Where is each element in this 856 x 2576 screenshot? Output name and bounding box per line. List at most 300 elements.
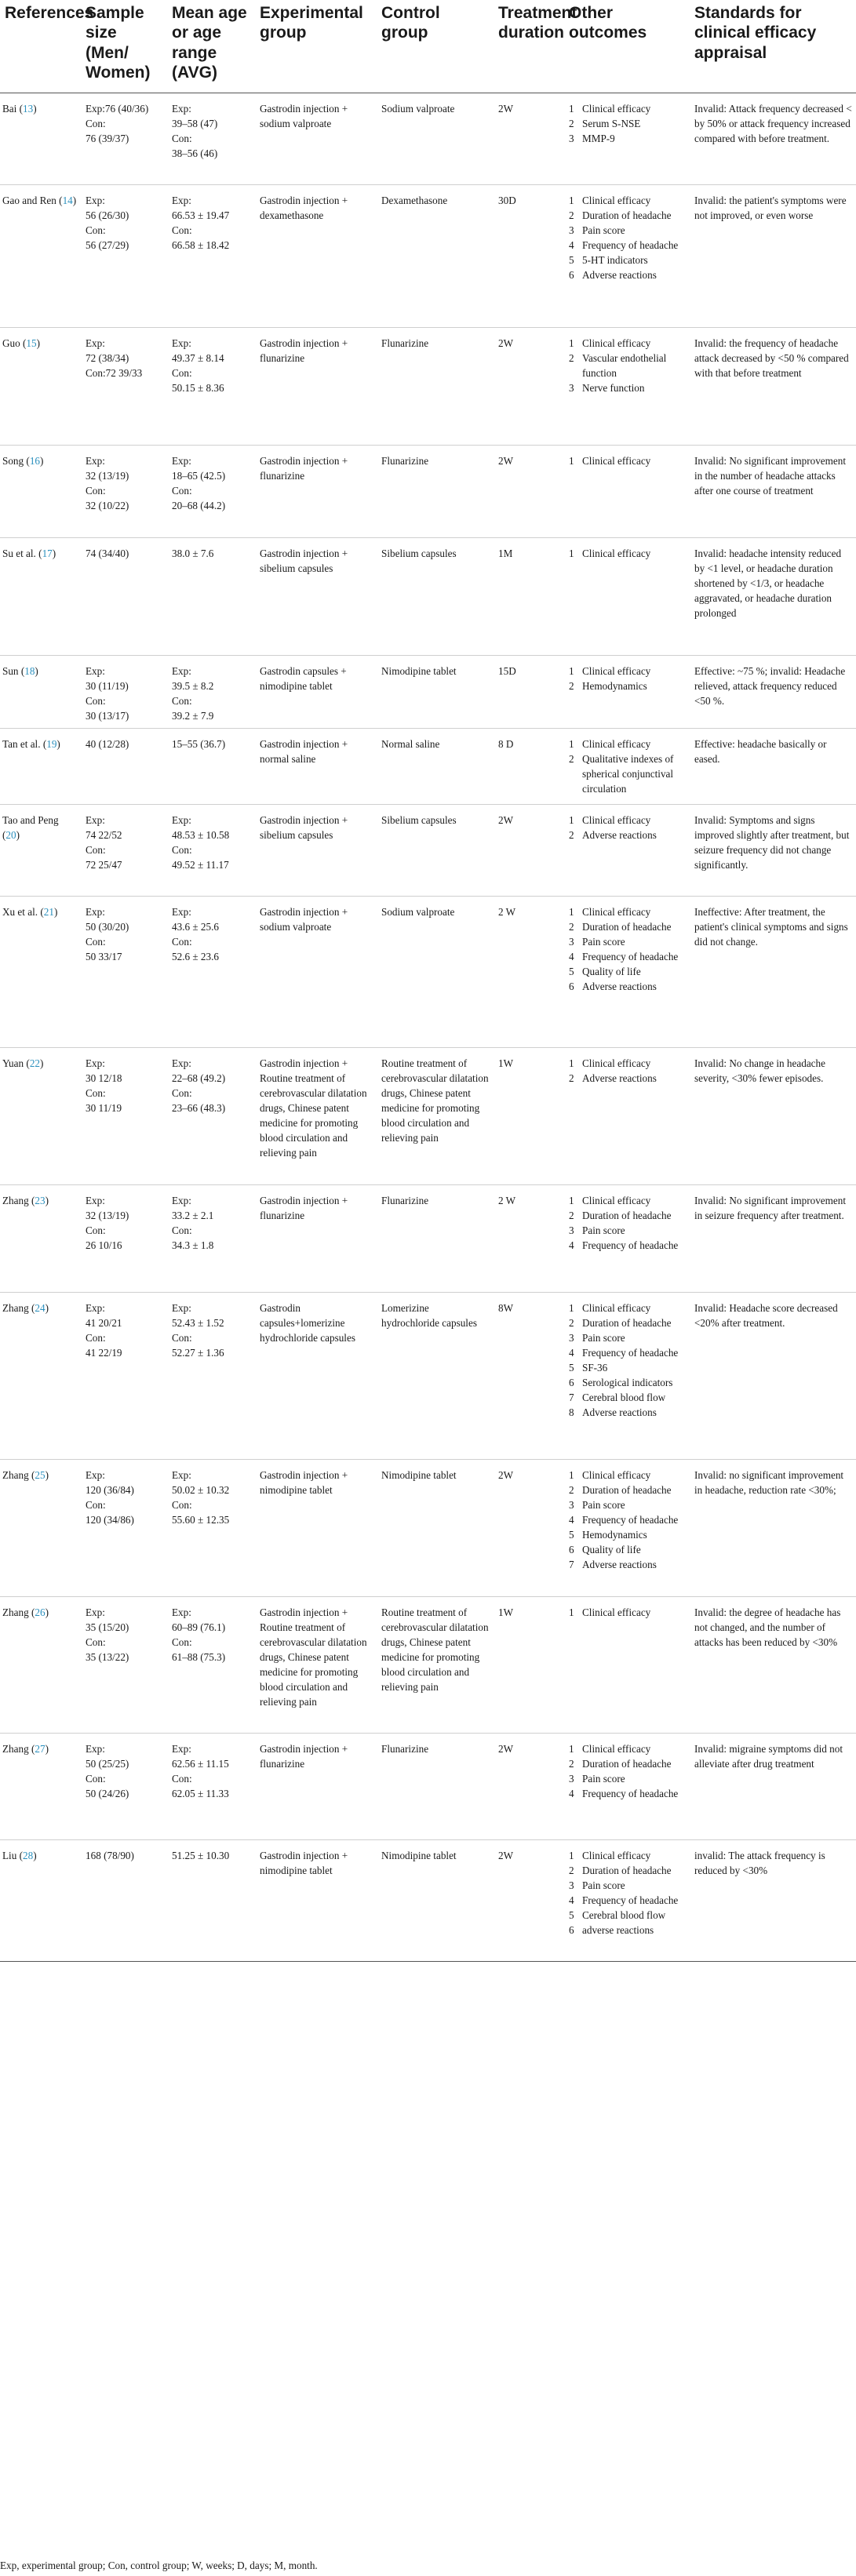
age-line: Con: xyxy=(172,843,192,856)
treatment-duration-cell: 2W xyxy=(494,804,564,896)
sample-size-line: Con: xyxy=(86,843,106,856)
other-outcomes-cell xyxy=(564,655,690,728)
sample-size-line: Con: xyxy=(86,1224,106,1236)
other-outcomes-cell xyxy=(564,1292,690,1459)
sample-size-line: Exp: xyxy=(86,1301,105,1314)
reference-link[interactable]: 28 xyxy=(23,1849,34,1861)
treatment-duration-cell: 1W xyxy=(494,1596,564,1733)
outcome-item: Nerve function xyxy=(582,381,645,394)
control-group-cell: Flunarizine xyxy=(377,1733,494,1839)
control-group-cell: Routine treatment of cerebrovascular dilatation drugs, Chinese patent medicine for promoting blood circulation and relieving pain xyxy=(377,1047,494,1184)
experimental-group-cell: Gastrodin injection + dexamethasone xyxy=(255,184,377,327)
mean-age-cell xyxy=(167,728,255,804)
reference-cell: Song (16) xyxy=(0,445,81,537)
sample-size-cell xyxy=(81,184,167,327)
age-line: Exp: xyxy=(172,1194,191,1206)
control-group-cell: Flunarizine xyxy=(377,445,494,537)
sample-size-line: 30 (13/17) xyxy=(86,709,129,722)
outcomes-list xyxy=(569,664,686,693)
age-line: Con: xyxy=(172,132,192,144)
age-line: 49.52 ± 11.17 xyxy=(172,858,229,871)
mean-age-cell xyxy=(167,184,255,327)
outcomes-list xyxy=(569,336,686,395)
outcomes-list xyxy=(569,1848,686,1937)
efficacy-standard-cell: Invalid: Attack frequency decreased < by 50% or attack frequency increased compared with before treatment. xyxy=(690,93,856,184)
reference-cell: Zhang (25) xyxy=(0,1459,81,1596)
outcome-item: Duration of headache xyxy=(582,1209,672,1221)
control-group-cell: Sodium valproate xyxy=(377,93,494,184)
reference-author: Su et al. xyxy=(2,547,36,559)
treatment-duration-cell: 2W xyxy=(494,1459,564,1596)
age-line: 38–56 (46) xyxy=(172,147,218,159)
sample-size-line: Exp: xyxy=(86,1606,105,1618)
outcome-item: Clinical efficacy xyxy=(582,664,651,677)
reference-author: Bai xyxy=(2,102,17,115)
reference-author: Yuan xyxy=(2,1057,24,1069)
sample-size-line: Exp: xyxy=(86,664,105,677)
outcome-item: Serological indicators xyxy=(582,1376,673,1388)
treatment-duration-cell: 1M xyxy=(494,537,564,655)
table-row xyxy=(0,1047,856,1184)
table-row xyxy=(0,655,856,728)
outcome-item: Pain score xyxy=(582,1772,625,1785)
sample-size-line: Exp: xyxy=(86,905,105,918)
efficacy-standard-cell: Invalid: no significant improvement in headache, reduction rate <30%; xyxy=(690,1459,856,1596)
outcome-item: Clinical efficacy xyxy=(582,1849,651,1861)
other-outcomes-cell xyxy=(564,728,690,804)
control-group-cell: Sodium valproate xyxy=(377,896,494,1047)
table-row xyxy=(0,445,856,537)
outcome-item: Vascular endothelial function xyxy=(582,351,667,379)
other-outcomes-cell xyxy=(564,1047,690,1184)
outcome-item: Pain score xyxy=(582,1224,625,1236)
age-line: 15–55 (36.7) xyxy=(172,737,226,750)
treatment-duration-cell: 2W xyxy=(494,445,564,537)
age-line: 50.02 ± 10.32 xyxy=(172,1483,230,1496)
reference-link[interactable]: 19 xyxy=(46,737,57,750)
outcome-item: Frequency of headache xyxy=(582,1239,679,1251)
age-line: 39.5 ± 8.2 xyxy=(172,679,214,692)
sample-size-cell xyxy=(81,1459,167,1596)
age-line: Con: xyxy=(172,484,192,497)
mean-age-cell xyxy=(167,1839,255,1961)
outcome-item: Quality of life xyxy=(582,1543,641,1555)
other-outcomes-cell xyxy=(564,537,690,655)
sample-size-line: Con: xyxy=(86,1086,106,1099)
treatment-duration-cell: 2 W xyxy=(494,1184,564,1292)
table-row xyxy=(0,1459,856,1596)
age-line: Con: xyxy=(172,1331,192,1344)
table-header xyxy=(0,0,856,93)
age-line: Exp: xyxy=(172,1057,191,1069)
sample-size-cell xyxy=(81,445,167,537)
reference-cell: Tao and Peng (20) xyxy=(0,804,81,896)
age-line: Exp: xyxy=(172,102,191,115)
age-line: 52.6 ± 23.6 xyxy=(172,950,219,962)
other-outcomes-cell xyxy=(564,804,690,896)
table-row xyxy=(0,804,856,896)
mean-age-cell xyxy=(167,445,255,537)
sample-size-line: Exp: xyxy=(86,1742,105,1755)
mean-age-cell xyxy=(167,804,255,896)
sample-size-line: Con: xyxy=(86,694,106,707)
sample-size-line: 168 (78/90) xyxy=(86,1849,134,1861)
sample-size-cell xyxy=(81,93,167,184)
other-outcomes-cell xyxy=(564,1459,690,1596)
outcome-item: Duration of headache xyxy=(582,1864,672,1876)
efficacy-standard-cell: Invalid: Headache score decreased <20% after treatment. xyxy=(690,1292,856,1459)
outcome-item: 5-HT indicators xyxy=(582,253,648,266)
experimental-group-cell: Gastrodin injection + Routine treatment of cerebrovascular dilatation drugs, Chinese patent medicine for promoting blood circulation and relieving pain xyxy=(255,1596,377,1733)
sample-size-line: Con: xyxy=(86,1635,106,1648)
experimental-group-cell: Gastrodin capsules+lomerizine hydrochloride capsules xyxy=(255,1292,377,1459)
control-group-cell: Normal saline xyxy=(377,728,494,804)
age-line: Exp: xyxy=(172,905,191,918)
sample-size-line: 74 22/52 xyxy=(86,828,122,841)
age-line: Con: xyxy=(172,935,192,948)
reference-cell: Guo (15) xyxy=(0,327,81,445)
reference-cell: Zhang (27) xyxy=(0,1733,81,1839)
outcome-item: Clinical efficacy xyxy=(582,1606,651,1618)
mean-age-cell xyxy=(167,1292,255,1459)
treatment-duration-cell: 1W xyxy=(494,1047,564,1184)
reference-link[interactable]: 16 xyxy=(29,454,41,467)
reference-link[interactable]: 13 xyxy=(23,102,34,115)
efficacy-standard-cell: Effective: ~75 %; invalid: Headache relieved, attack frequency reduced <50 %. xyxy=(690,655,856,728)
sample-size-line: Con: xyxy=(86,117,106,129)
outcome-item: Duration of headache xyxy=(582,1483,672,1496)
reference-link[interactable]: 21 xyxy=(43,905,54,918)
sample-size-line: Exp:76 (40/36) xyxy=(86,102,149,115)
outcome-item: Clinical efficacy xyxy=(582,1194,651,1206)
age-line: Exp: xyxy=(172,1606,191,1618)
header-experimental-group: Experimental group xyxy=(255,0,377,93)
age-line: Exp: xyxy=(172,1468,191,1481)
table-row xyxy=(0,896,856,1047)
efficacy-standard-cell: Invalid: headache intensity reduced by <1 level, or headache duration shortened by <1/3, or headache aggravated, or headache duration prolonged xyxy=(690,537,856,655)
control-group-cell: Nimodipine tablet xyxy=(377,1459,494,1596)
sample-size-line: 32 (10/22) xyxy=(86,499,129,511)
reference-cell: Sun (18) xyxy=(0,655,81,728)
reference-link[interactable]: 22 xyxy=(29,1057,40,1069)
outcome-item: Quality of life xyxy=(582,965,641,977)
outcome-item: Frequency of headache xyxy=(582,1513,679,1526)
efficacy-standard-cell: Invalid: No significant improvement in seizure frequency after treatment. xyxy=(690,1184,856,1292)
outcome-item: Cerebral blood flow xyxy=(582,1391,666,1403)
sample-size-line: 56 (26/30) xyxy=(86,209,129,221)
reference-cell: Zhang (23) xyxy=(0,1184,81,1292)
experimental-group-cell: Gastrodin injection + flunarizine xyxy=(255,327,377,445)
mean-age-cell xyxy=(167,1047,255,1184)
sample-size-line: Con: xyxy=(86,1331,106,1344)
outcome-item: Adverse reactions xyxy=(582,980,657,992)
outcome-item: Clinical efficacy xyxy=(582,547,651,559)
reference-cell: Zhang (26) xyxy=(0,1596,81,1733)
sample-size-line: 50 33/17 xyxy=(86,950,122,962)
reference-cell: Xu et al. (21) xyxy=(0,896,81,1047)
efficacy-standard-cell: Invalid: the frequency of headache attack decreased by <50 % compared with that before treatment xyxy=(690,327,856,445)
sample-size-line: Exp: xyxy=(86,813,105,826)
outcomes-list xyxy=(569,193,686,282)
sample-size-cell xyxy=(81,1839,167,1961)
reference-link[interactable]: 25 xyxy=(35,1468,46,1481)
sample-size-cell xyxy=(81,728,167,804)
age-line: 49.37 ± 8.14 xyxy=(172,351,224,364)
header-row xyxy=(0,0,856,93)
age-line: 23–66 (48.3) xyxy=(172,1101,226,1114)
reference-author: Tan et al. xyxy=(2,737,41,750)
other-outcomes-cell xyxy=(564,445,690,537)
sample-size-line: 40 (12/28) xyxy=(86,737,129,750)
sample-size-cell xyxy=(81,327,167,445)
sample-size-line: 41 20/21 xyxy=(86,1316,122,1329)
sample-size-line: 120 (36/84) xyxy=(86,1483,134,1496)
outcome-item: Adverse reactions xyxy=(582,1072,657,1084)
outcome-item: Pain score xyxy=(582,935,625,948)
sample-size-cell xyxy=(81,896,167,1047)
experimental-group-cell: Gastrodin injection + flunarizine xyxy=(255,1733,377,1839)
experimental-group-cell: Gastrodin injection + sibelium capsules xyxy=(255,804,377,896)
other-outcomes-cell xyxy=(564,93,690,184)
age-line: Con: xyxy=(172,1498,192,1511)
age-line: 18–65 (42.5) xyxy=(172,469,226,482)
reference-cell: Zhang (24) xyxy=(0,1292,81,1459)
outcome-item: Adverse reactions xyxy=(582,828,657,841)
experimental-group-cell: Gastrodin injection + flunarizine xyxy=(255,1184,377,1292)
age-line: 62.05 ± 11.33 xyxy=(172,1787,229,1799)
age-line: 52.27 ± 1.36 xyxy=(172,1346,224,1359)
outcomes-list xyxy=(569,904,686,994)
outcome-item: Clinical efficacy xyxy=(582,102,651,115)
reference-link[interactable]: 17 xyxy=(42,547,53,559)
sample-size-line: 72 25/47 xyxy=(86,858,122,871)
sample-size-line: Exp: xyxy=(86,1468,105,1481)
other-outcomes-cell xyxy=(564,1596,690,1733)
sample-size-line: Con: xyxy=(86,1772,106,1785)
age-line: 33.2 ± 2.1 xyxy=(172,1209,214,1221)
table-row xyxy=(0,327,856,445)
efficacy-standard-cell: Invalid: the patient's symptoms were not improved, or even worse xyxy=(690,184,856,327)
other-outcomes-cell xyxy=(564,1733,690,1839)
outcome-item: Adverse reactions xyxy=(582,1558,657,1570)
outcome-item: Clinical efficacy xyxy=(582,905,651,918)
age-line: 48.53 ± 10.58 xyxy=(172,828,230,841)
age-line: 66.53 ± 19.47 xyxy=(172,209,230,221)
age-line: Exp: xyxy=(172,194,191,206)
efficacy-standard-cell: Invalid: the degree of headache has not changed, and the number of attacks has been reduced by <30% xyxy=(690,1596,856,1733)
outcome-item: Qualitative indexes of spherical conjunctival circulation xyxy=(582,752,674,795)
age-line: 52.43 ± 1.52 xyxy=(172,1316,224,1329)
outcome-item: Clinical efficacy xyxy=(582,1057,651,1069)
sample-size-cell xyxy=(81,1292,167,1459)
age-line: 39–58 (47) xyxy=(172,117,218,129)
sample-size-line: Exp: xyxy=(86,1057,105,1069)
reference-author: Guo xyxy=(2,337,20,349)
reference-link[interactable]: 15 xyxy=(26,337,37,349)
control-group-cell: Dexamethasone xyxy=(377,184,494,327)
outcomes-list xyxy=(569,1056,686,1086)
table-row xyxy=(0,1184,856,1292)
reference-link[interactable]: 20 xyxy=(5,828,16,841)
outcomes-list xyxy=(569,1301,686,1420)
reference-cell: Su et al. (17) xyxy=(0,537,81,655)
outcome-item: Frequency of headache xyxy=(582,238,679,251)
reference-link[interactable]: 23 xyxy=(35,1194,46,1206)
age-line: 50.15 ± 8.36 xyxy=(172,381,224,394)
outcomes-list xyxy=(569,453,686,468)
outcome-item: Duration of headache xyxy=(582,209,672,221)
age-line: 22–68 (49.2) xyxy=(172,1072,226,1084)
outcome-item: Serum S-NSE xyxy=(582,117,641,129)
sample-size-line: 74 (34/40) xyxy=(86,547,129,559)
reference-link[interactable]: 24 xyxy=(35,1301,46,1314)
table-row xyxy=(0,184,856,327)
treatment-duration-cell: 2 W xyxy=(494,896,564,1047)
reference-link[interactable]: 14 xyxy=(62,194,73,206)
outcome-item: Hemodynamics xyxy=(582,679,647,692)
outcome-item: Pain score xyxy=(582,224,625,236)
sample-size-line: 32 (13/19) xyxy=(86,469,129,482)
sample-size-line: 50 (24/26) xyxy=(86,1787,129,1799)
mean-age-cell xyxy=(167,1596,255,1733)
outcome-item: Adverse reactions xyxy=(582,268,657,281)
reference-cell: Liu (28) xyxy=(0,1839,81,1961)
outcome-item: Pain score xyxy=(582,1498,625,1511)
outcomes-list xyxy=(569,1605,686,1620)
other-outcomes-cell xyxy=(564,1184,690,1292)
outcome-item: Clinical efficacy xyxy=(582,194,651,206)
treatment-duration-cell: 2W xyxy=(494,1733,564,1839)
mean-age-cell xyxy=(167,93,255,184)
header-other-outcomes: Other outcomes xyxy=(564,0,690,93)
sample-size-cell xyxy=(81,1596,167,1733)
mean-age-cell xyxy=(167,896,255,1047)
sample-size-line: 72 (38/34) xyxy=(86,351,129,364)
sample-size-line: 35 (15/20) xyxy=(86,1621,129,1633)
reference-link[interactable]: 27 xyxy=(35,1742,46,1755)
sample-size-line: 30 11/19 xyxy=(86,1101,122,1114)
reference-author: Zhang xyxy=(2,1742,29,1755)
sample-size-line: Exp: xyxy=(86,337,105,349)
mean-age-cell xyxy=(167,1459,255,1596)
outcomes-list xyxy=(569,546,686,561)
header-treatment-duration: Treatment duration xyxy=(494,0,564,93)
outcome-item: Duration of headache xyxy=(582,920,672,933)
reference-author: Zhang xyxy=(2,1301,29,1314)
age-line: 60–89 (76.1) xyxy=(172,1621,226,1633)
outcome-item: Clinical efficacy xyxy=(582,337,651,349)
age-line: Con: xyxy=(172,1086,192,1099)
experimental-group-cell: Gastrodin injection + sodium valproate xyxy=(255,93,377,184)
outcome-item: Adverse reactions xyxy=(582,1406,657,1418)
reference-author: Zhang xyxy=(2,1194,29,1206)
mean-age-cell xyxy=(167,1184,255,1292)
reference-author: Zhang xyxy=(2,1468,29,1481)
outcome-item: Clinical efficacy xyxy=(582,454,651,467)
experimental-group-cell: Gastrodin injection + sibelium capsules xyxy=(255,537,377,655)
reference-cell: Bai (13) xyxy=(0,93,81,184)
experimental-group-cell: Gastrodin capsules + nimodipine tablet xyxy=(255,655,377,728)
reference-cell: Tan et al. (19) xyxy=(0,728,81,804)
age-line: Exp: xyxy=(172,664,191,677)
outcomes-list xyxy=(569,101,686,146)
age-line: Con: xyxy=(172,1772,192,1785)
other-outcomes-cell xyxy=(564,896,690,1047)
outcome-item: Frequency of headache xyxy=(582,950,679,962)
experimental-group-cell: Gastrodin injection + nimodipine tablet xyxy=(255,1459,377,1596)
experimental-group-cell: Gastrodin injection + nimodipine tablet xyxy=(255,1839,377,1961)
treatment-duration-cell: 8W xyxy=(494,1292,564,1459)
treatment-duration-cell: 15D xyxy=(494,655,564,728)
age-line: Con: xyxy=(172,1224,192,1236)
control-group-cell: Flunarizine xyxy=(377,327,494,445)
table-row xyxy=(0,728,856,804)
control-group-cell: Flunarizine xyxy=(377,1184,494,1292)
outcome-item: Duration of headache xyxy=(582,1316,672,1329)
reference-link[interactable]: 18 xyxy=(24,664,35,677)
outcome-item: Duration of headache xyxy=(582,1757,672,1770)
other-outcomes-cell xyxy=(564,184,690,327)
outcome-item: adverse reactions xyxy=(582,1923,654,1936)
efficacy-standard-cell: Invalid: migraine symptoms did not alleviate after drug treatment xyxy=(690,1733,856,1839)
sample-size-line: Exp: xyxy=(86,454,105,467)
reference-author: Zhang xyxy=(2,1606,29,1618)
experimental-group-cell: Gastrodin injection + normal saline xyxy=(255,728,377,804)
age-line: 34.3 ± 1.8 xyxy=(172,1239,214,1251)
efficacy-standard-cell: Invalid: Symptoms and signs improved slightly after treatment, but seizure frequency did not change significantly. xyxy=(690,804,856,896)
age-line: Exp: xyxy=(172,454,191,467)
outcome-item: Clinical efficacy xyxy=(582,1468,651,1481)
outcome-item: Cerebral blood flow xyxy=(582,1908,666,1921)
outcome-item: Hemodynamics xyxy=(582,1528,647,1541)
age-line: 38.0 ± 7.6 xyxy=(172,547,214,559)
sample-size-line: Con: xyxy=(86,224,106,236)
outcomes-list xyxy=(569,1193,686,1253)
efficacy-standard-cell: Ineffective: After treatment, the patient's clinical symptoms and signs did not change. xyxy=(690,896,856,1047)
control-group-cell: Lomerizine hydrochloride capsules xyxy=(377,1292,494,1459)
table-row xyxy=(0,93,856,184)
sample-size-line: 120 (34/86) xyxy=(86,1513,134,1526)
efficacy-standard-cell: Invalid: No significant improvement in the number of headache attacks after one course of treatment xyxy=(690,445,856,537)
outcomes-list xyxy=(569,1741,686,1801)
age-line: 39.2 ± 7.9 xyxy=(172,709,214,722)
header-efficacy-standards: Standards for clinical efficacy appraisal xyxy=(690,0,856,93)
efficacy-standard-cell: Effective: headache basically or eased. xyxy=(690,728,856,804)
age-line: Con: xyxy=(172,694,192,707)
mean-age-cell xyxy=(167,327,255,445)
age-line: Exp: xyxy=(172,1742,191,1755)
reference-link[interactable]: 26 xyxy=(35,1606,46,1618)
sample-size-cell xyxy=(81,1733,167,1839)
control-group-cell: Nimodipine tablet xyxy=(377,1839,494,1961)
sample-size-cell xyxy=(81,1184,167,1292)
header-control-group: Control group xyxy=(377,0,494,93)
age-line: 51.25 ± 10.30 xyxy=(172,1849,230,1861)
age-line: Exp: xyxy=(172,813,191,826)
mean-age-cell xyxy=(167,1733,255,1839)
age-line: 66.58 ± 18.42 xyxy=(172,238,230,251)
table-row xyxy=(0,1733,856,1839)
mean-age-cell xyxy=(167,537,255,655)
age-line: 61–88 (75.3) xyxy=(172,1650,226,1663)
outcomes-list xyxy=(569,813,686,842)
mean-age-cell xyxy=(167,655,255,728)
treatment-duration-cell: 30D xyxy=(494,184,564,327)
control-group-cell: Sibelium capsules xyxy=(377,804,494,896)
reference-author: Tao and Peng xyxy=(2,813,59,826)
header-mean-age: Mean age or age range (AVG) xyxy=(167,0,255,93)
table-body xyxy=(0,93,856,1961)
